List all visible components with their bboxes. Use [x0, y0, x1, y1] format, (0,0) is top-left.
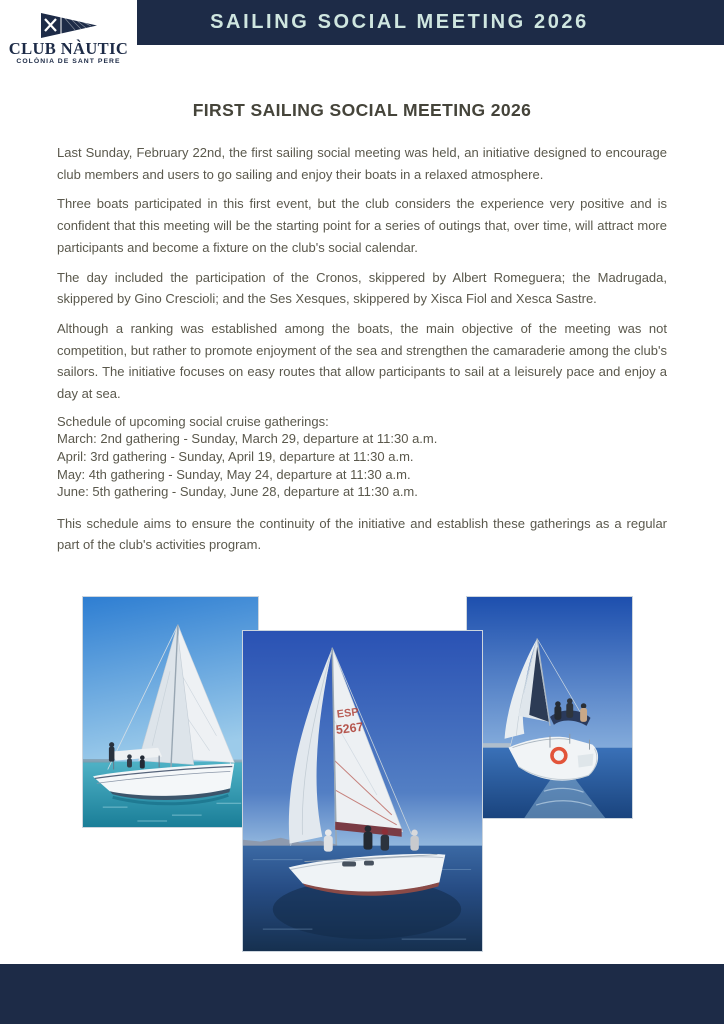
sailboat-illustration-right: [467, 597, 632, 818]
closing-paragraph: This schedule aims to ensure the continuity of the initiative and establish these gatherings as a regular part of the club's activities program.: [57, 515, 667, 553]
sailboat-illustration-left: [83, 597, 258, 827]
sail-number-prefix: ESP: [336, 706, 360, 721]
header-bar: [137, 0, 724, 45]
paragraph-2: Three boats participated in this first event, but the club considers the experience very positive and is confident that this meeting will be the starting point for a series of outings that, over time, will attract more participants and become a fixture on the club's social calendar.: [57, 196, 667, 255]
paragraph-4: Although a ranking was established among the boats, the main objective of the meeting was not competition, but rather to promote enjoyment of the sea and strengthen the camaraderie among the club's sailors. The initiative focuses on easy routes that allow participants to sail at a leisurely pace and enjoy a day at sea.: [57, 320, 667, 402]
club-name: CLUB NÀUTIC: [8, 39, 129, 58]
sailboat-photo-right: [466, 596, 633, 819]
club-subtitle: COLÒNIA DE SANT PERE: [16, 58, 121, 65]
article-heading: FIRST SAILING SOCIAL MEETING 2026: [192, 100, 532, 120]
schedule-intro: Schedule of upcoming social cruise gatherings:: [57, 413, 329, 429]
club-logo: [0, 0, 137, 80]
club-pennant-icon: [41, 13, 97, 38]
schedule-item-march: March: 2nd gathering - Sunday, March 29, departure at 11:30 a.m.: [57, 431, 438, 447]
paragraph-1: Last Sunday, February 22nd, the first sailing social meeting was held, an initiative designed to encourage club members and users to go sailing and enjoy their boats in a relaxed atmosphere.: [57, 145, 667, 182]
schedule-item-april: April: 3rd gathering - Sunday, April 19, departure at 11:30 a.m.: [57, 448, 414, 464]
sail-number: 5267: [335, 719, 365, 738]
footer-bar: [0, 964, 724, 1024]
sailboat-photo-left: [82, 596, 259, 828]
schedule-list: [57, 413, 667, 501]
sailboat-photo-center: [242, 630, 483, 952]
paragraph-3: The day included the participation of the Cronos, skippered by Albert Romeguera; the Madrugada, skippered by Gino Crescioli; and the Ses Xesques, skippered by Xisca Fiol and Xesca Sastre.: [57, 269, 667, 307]
schedule-item-june: June: 5th gathering - Sunday, June 28, departure at 11:30 a.m.: [57, 484, 418, 500]
sailboat-illustration-center: [243, 631, 482, 951]
article: [57, 100, 667, 564]
schedule-item-may: May: 4th gathering - Sunday, May 24, departure at 11:30 a.m.: [57, 466, 411, 482]
page-title: SAILING SOCIAL MEETING 2026: [210, 11, 589, 33]
